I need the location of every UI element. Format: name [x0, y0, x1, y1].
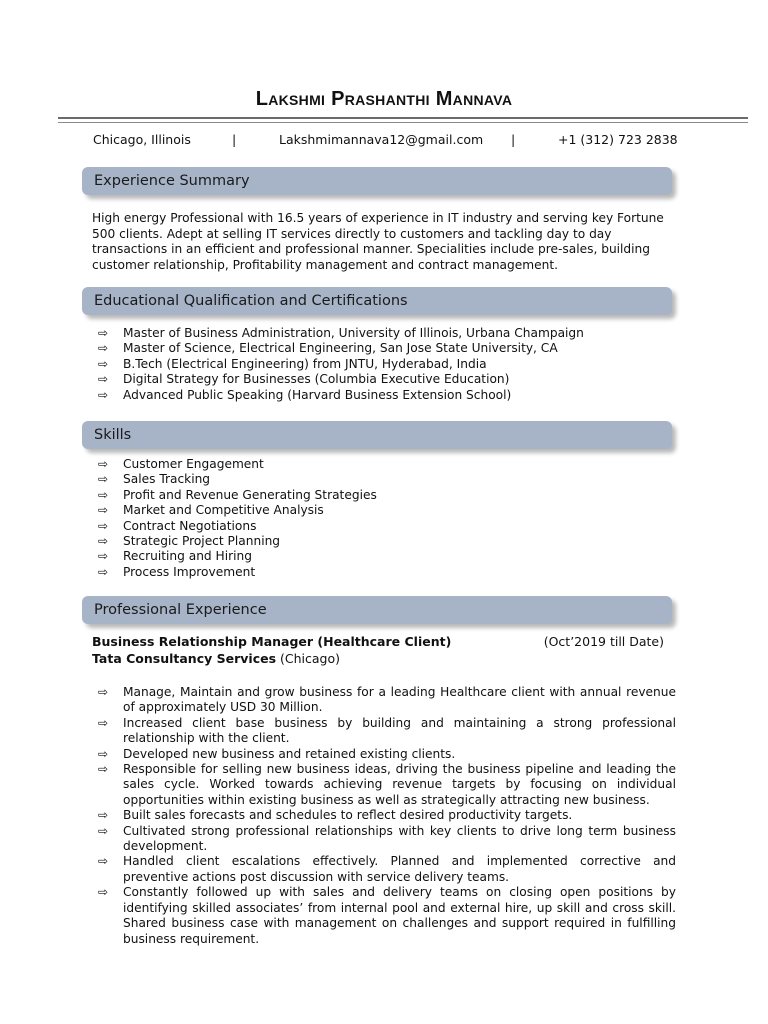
arrow-bullet-icon: ⇨	[98, 503, 109, 518]
list-item: ⇨ Master of Science, Electrical Engineering, San Jose State University, CA	[98, 341, 558, 356]
arrow-bullet-icon: ⇨	[98, 885, 109, 900]
list-item: ⇨ Digital Strategy for Businesses (Columbia Executive Education)	[98, 372, 510, 387]
arrow-bullet-icon: ⇨	[98, 457, 109, 471]
job-employer	[92, 651, 672, 668]
arrow-bullet-icon: ⇨	[98, 487, 109, 502]
job-title: Business Relationship Manager (Healthcare Client)	[92, 634, 452, 649]
arrow-bullet-icon: ⇨	[98, 518, 109, 533]
arrow-bullet-icon: ⇨	[98, 823, 109, 838]
education-list	[98, 326, 584, 403]
skills-list	[98, 457, 377, 580]
job-header	[92, 634, 672, 667]
list-item: ⇨ Cultivated strong professional relationships with key clients to drive long term business development.	[98, 823, 676, 854]
summary-text: High energy Professional with 16.5 years of experience in IT industry and serving key Fortune 500 clients. Adept at selling IT services directly to customers and tackling day to day transactions in an efficient and professional manner. Specialities include pre-sales, building customer relationship, Profitability management and contract management.	[92, 211, 664, 272]
candidate-name: Lakshmi Prashanthi Mannava	[255, 88, 513, 110]
arrow-bullet-icon: ⇨	[98, 372, 109, 387]
arrow-bullet-icon: ⇨	[98, 564, 109, 579]
arrow-bullet-icon: ⇨	[98, 341, 109, 356]
arrow-bullet-icon: ⇨	[98, 762, 109, 777]
list-item: ⇨ Contract Negotiations	[98, 518, 257, 533]
list-item: ⇨ Customer Engagement	[98, 457, 264, 471]
arrow-bullet-icon: ⇨	[98, 387, 109, 402]
arrow-bullet-icon: ⇨	[98, 472, 109, 487]
section-heading-summary: Experience Summary	[82, 167, 672, 195]
arrow-bullet-icon: ⇨	[98, 715, 109, 730]
list-item: ⇨ Built sales forecasts and schedules to reflect desired productivity targets.	[98, 808, 573, 823]
list-item: ⇨ Strategic Project Planning	[98, 534, 281, 549]
list-item: ⇨ Responsible for selling new business ideas, driving the business pipeline and leading the sales cycle. Worked towards achieving revenue targets by focusing on individual opportunities within existing business as well as strategically attracting new business.	[98, 762, 676, 807]
list-item: ⇨ Process Improvement	[98, 564, 256, 579]
list-item: ⇨ Master of Business Administration, University of Illinois, Urbana Champaign	[98, 326, 584, 340]
list-item: ⇨ Market and Competitive Analysis	[98, 503, 324, 518]
list-item: ⇨ Developed new business and retained existing clients.	[98, 746, 456, 761]
arrow-bullet-icon: ⇨	[98, 685, 109, 699]
list-item: ⇨ Profit and Revenue Generating Strategies	[98, 487, 377, 502]
contact-separator: |	[232, 132, 237, 147]
contact-email[interactable]: Lakshmimannava12@gmail.com	[279, 132, 484, 147]
contact-separator: |	[511, 132, 516, 147]
company-name: Tata Consultancy Services	[92, 650, 277, 666]
section-heading-skills: Skills	[82, 421, 672, 449]
job-period: (Oct’2019 till Date)	[543, 634, 664, 649]
list-item: ⇨ Recruiting and Hiring	[98, 549, 252, 564]
arrow-bullet-icon: ⇨	[98, 808, 109, 823]
list-item: ⇨ Increased client base business by building and maintaining a strong professional relationship with the client.	[98, 715, 676, 746]
section-heading-education: Educational Qualification and Certifications	[82, 287, 672, 315]
section-heading-experience: Professional Experience	[82, 596, 672, 624]
arrow-bullet-icon: ⇨	[98, 854, 109, 869]
arrow-bullet-icon: ⇨	[98, 534, 109, 549]
header-rule-bottom	[58, 122, 748, 123]
list-item: ⇨ Handled client escalations effectively. Planned and implemented corrective and preventive actions post discussion with service delivery teams.	[98, 854, 676, 884]
contact-line	[0, 132, 768, 148]
arrow-bullet-icon: ⇨	[98, 549, 109, 564]
list-item: ⇨ Advanced Public Speaking (Harvard Business Extension School)	[98, 387, 512, 402]
list-item: ⇨ Constantly followed up with sales and delivery teams on closing open positions by identifying skilled associates’ from internal pool and external hire, up skill and cross skill. Shared business case with management on challenges and support required in fulfilling business requirement.	[98, 885, 676, 946]
list-item: ⇨ B.Tech (Electrical Engineering) from JNTU, Hyderabad, India	[98, 356, 487, 371]
responsibilities-list	[98, 685, 676, 947]
arrow-bullet-icon: ⇨	[98, 746, 109, 761]
arrow-bullet-icon: ⇨	[98, 326, 109, 340]
contact-city: Chicago, Illinois	[93, 132, 191, 147]
contact-phone: +1 (312) 723 2838	[558, 132, 678, 147]
company-location: (Chicago)	[280, 650, 341, 666]
arrow-bullet-icon: ⇨	[98, 356, 109, 371]
list-item: ⇨ Manage, Maintain and grow business for a leading Healthcare client with annual revenue of approximately USD 30 Million.	[98, 685, 676, 715]
header-rule-top	[58, 117, 748, 119]
list-item: ⇨ Sales Tracking	[98, 472, 211, 487]
